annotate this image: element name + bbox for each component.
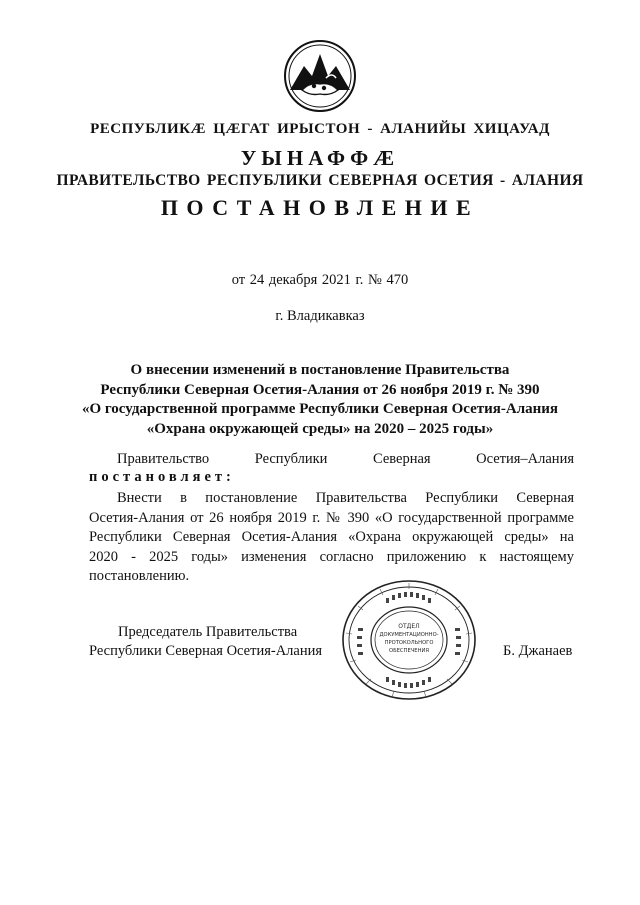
title-line: «О государственной программе Республики Северная Осетия-Алания	[81, 401, 559, 417]
coat-of-arms-leopard-icon	[280, 38, 360, 114]
stamp-line: ОБЕСПЕЧЕНИЯ	[389, 648, 429, 654]
decree-word: ПОСТАНОВЛЕНИЕ	[160, 195, 480, 220]
title-line: «Охрана окружающей среды» на 2020 – 2025 годы»	[146, 421, 494, 437]
stamp-line: ДОКУМЕНТАЦИОННО-	[379, 632, 439, 638]
paragraph-line: Республики Северная Осетия-Алания «Охрана окружающей среды» на	[89, 529, 574, 545]
paragraph-line: Осетия-Алания от 26 ноября 2019 г. № 390 «О государственной программе	[89, 509, 574, 526]
intro-line	[89, 450, 574, 470]
signatory-position-line-2: Республики Северная Осетия-Алания	[89, 643, 323, 659]
paragraph-line: Внести в постановление Правительства Республики Северная	[117, 490, 574, 506]
russian-government-line: ПРАВИТЕЛЬСТВО РЕСПУБЛИКИ СЕВЕРНАЯ ОСЕТИЯ - АЛАНИЯ	[56, 172, 584, 189]
paragraph-line: 2020 - 2025 годы» изменения согласно приложению к настоящему	[89, 548, 574, 565]
decree-date-number: от 24 декабря 2021 г. № 470	[231, 272, 409, 288]
stamp-line: ОТДЕЛ	[398, 623, 420, 630]
signatory-position-line-1: Председатель Правительства	[118, 624, 298, 640]
title-line: Республики Северная Осетия-Алания от 26 ноября 2019 г. № 390	[100, 382, 540, 398]
resolves-word: постановляет:	[89, 469, 235, 485]
ossetian-decree-word: УЫНАФФӔ	[240, 146, 400, 170]
decree-city: г. Владикавказ	[275, 308, 365, 324]
title-line: О внесении изменений в постановление Правительства	[130, 362, 510, 378]
ossetian-government-line: РЕСПУБЛИКӔ ЦӔГАТ ИРЫСТОН - АЛАНИЙЫ ХИЦАУАД	[90, 121, 550, 137]
intro-text: Правительство Республики Северная Осетия–Алания	[117, 451, 574, 467]
paragraph-1	[89, 489, 574, 587]
round-stamp-icon	[340, 578, 478, 702]
signatory-name: Б. Джанаев	[503, 643, 573, 659]
stamp-line: ПРОТОКОЛЬНОГО	[384, 640, 434, 646]
paragraph-line: постановлению.	[89, 568, 190, 584]
coat-of-arms-emblem	[280, 38, 360, 114]
round-stamp	[340, 578, 478, 702]
